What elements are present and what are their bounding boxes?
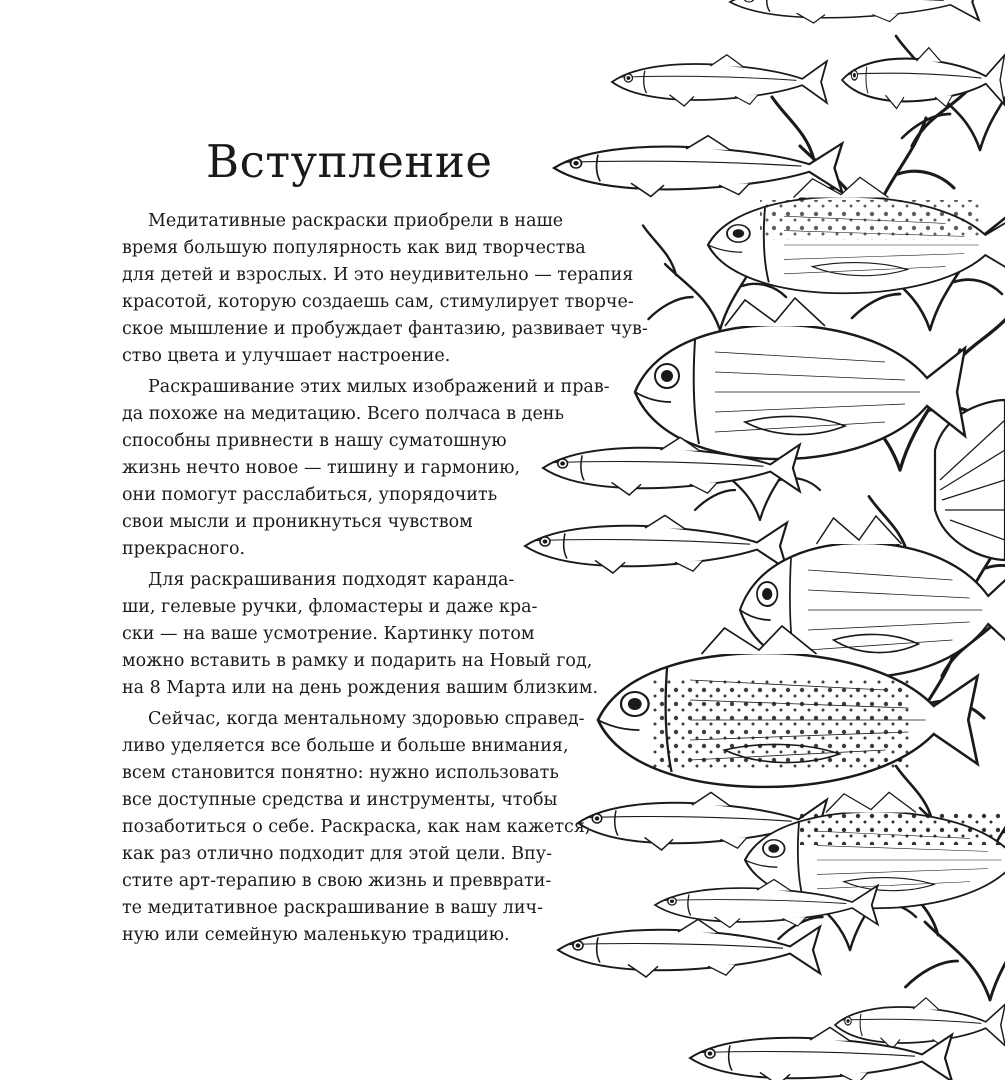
paragraph-line: да похоже на медитацию. Всего полчаса в день bbox=[122, 404, 564, 424]
fish-3 bbox=[554, 136, 842, 197]
paragraph-line: для детей и взрослых. И это неудивительно — терапия bbox=[122, 265, 634, 285]
paragraph-line: время большую популярность как вид творчества bbox=[122, 238, 586, 258]
paragraph-line: Для раскрашивания подходят каранда- bbox=[148, 570, 515, 590]
paragraph-line: Сейчас, когда ментальному здоровью справед- bbox=[148, 709, 585, 729]
paragraph-line: всем становится понятно: нужно использовать bbox=[122, 763, 559, 783]
paragraph-line: все доступные средства и инструменты, чтобы bbox=[122, 790, 558, 810]
salmon bbox=[708, 177, 1005, 293]
paragraph-line: ское мышление и пробуждает фантазию, развивает чув- bbox=[122, 319, 648, 339]
fish-8 bbox=[558, 919, 820, 977]
paragraph-line: способны привнести в нашу суматошную bbox=[122, 431, 507, 451]
paragraph-line: стите арт-терапию в свою жизнь и превврати- bbox=[122, 871, 552, 891]
paragraph-line: они помогут расслабиться, упорядочить bbox=[122, 485, 498, 505]
paragraph-line: красотой, которую создаешь сам, стимулирует творче- bbox=[122, 292, 634, 312]
fish-2 bbox=[842, 48, 1004, 109]
fish-1 bbox=[612, 55, 827, 106]
paragraph-line: можно вставить в рамку и подарить на Новый год, bbox=[122, 651, 593, 671]
paragraph-line: позаботиться о себе. Раскраска, как нам кажется, bbox=[122, 817, 591, 837]
fish-top-partial bbox=[730, 0, 979, 23]
fish-5 bbox=[525, 515, 787, 573]
paragraph-line: Раскрашивание этих милых изображений и прав- bbox=[148, 377, 610, 397]
paragraph-line: ную или семейную маленькую традицию. bbox=[122, 925, 510, 945]
paragraph-line: ши, гелевые ручки, фломастеры и даже кра- bbox=[122, 597, 538, 617]
paragraph-line: как раз отлично подходит для этой цели. Впу- bbox=[122, 844, 552, 864]
paragraph-line: те медитативное раскрашивание в вашу лич- bbox=[122, 898, 544, 918]
scallop-shell bbox=[935, 400, 1005, 560]
paragraph-line: ски — на ваше усмотрение. Картинку потом bbox=[122, 624, 535, 644]
paragraph-line: Медитативные раскраски приобрели в наше bbox=[148, 211, 564, 231]
paragraph-line: прекрасного. bbox=[122, 539, 246, 559]
paragraph-line: ство цвета и улучшает настроение. bbox=[122, 346, 451, 366]
paragraph-line: жизнь нечто новое — тишину и гармонию, bbox=[122, 458, 521, 478]
paragraph-line: ливо уделяется все больше и больше внимания, bbox=[122, 736, 569, 756]
paragraph-line: свои мысли и проникнуться чувством bbox=[122, 512, 473, 532]
paragraph-line: на 8 Марта или на день рождения вашим близким. bbox=[122, 678, 599, 698]
page-title: Вступление bbox=[206, 135, 493, 188]
